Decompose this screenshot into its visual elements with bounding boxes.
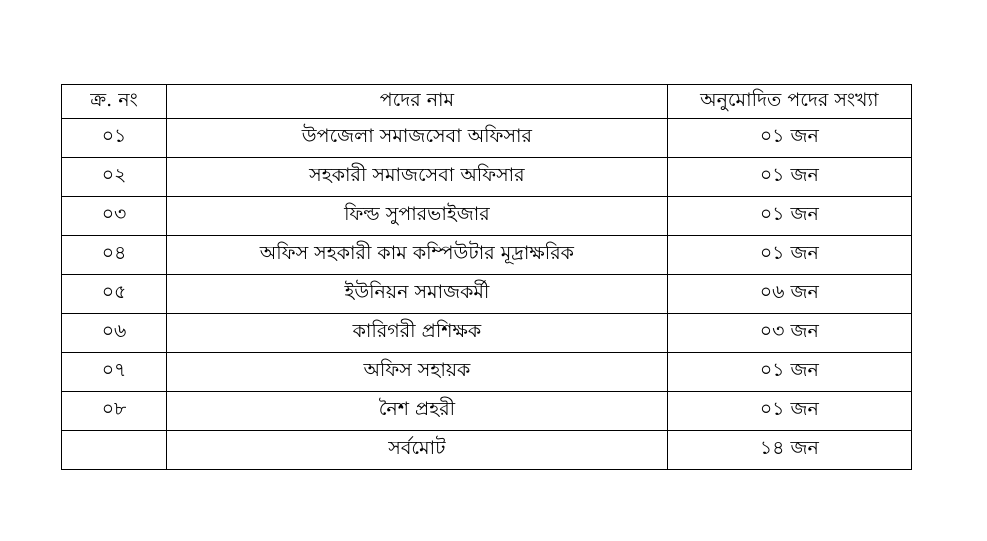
header-serial: ক্র. নং [62,85,167,119]
header-approved-count: অনুমোদিত পদের সংখ্যা [667,85,911,119]
total-count-cell: ১৪ জন [667,431,911,470]
post-name-cell: নৈশ প্রহরী [167,392,668,431]
count-cell: ০৬ জন [667,275,911,314]
count-cell: ০১ জন [667,392,911,431]
serial-cell: ০৫ [62,275,167,314]
post-name-cell: কারিগরী প্রশিক্ষক [167,314,668,353]
count-cell: ০১ জন [667,353,911,392]
count-cell: ০৩ জন [667,314,911,353]
count-cell: ০১ জন [667,197,911,236]
total-serial-cell [62,431,167,470]
count-cell: ০১ জন [667,236,911,275]
serial-cell: ০২ [62,158,167,197]
serial-cell: ০৪ [62,236,167,275]
table-row [62,119,912,158]
serial-cell: ০১ [62,119,167,158]
post-name-cell: ফিল্ড সুপারভাইজার [167,197,668,236]
total-label-cell: সর্বমোট [167,431,668,470]
post-name-cell: ইউনিয়ন সমাজকর্মী [167,275,668,314]
table-row [62,158,912,197]
table-row [62,392,912,431]
serial-cell: ০৭ [62,353,167,392]
total-row [62,431,912,470]
table-row [62,314,912,353]
count-cell: ০১ জন [667,119,911,158]
serial-cell: ০৬ [62,314,167,353]
post-name-cell: অফিস সহায়ক [167,353,668,392]
table-row [62,197,912,236]
header-post-name: পদের নাম [167,85,668,119]
posts-table [61,84,912,470]
table-header-row [62,85,912,119]
post-name-cell: অফিস সহকারী কাম কম্পিউটার মূদ্রাক্ষরিক [167,236,668,275]
post-name-cell: সহকারী সমাজসেবা অফিসার [167,158,668,197]
post-name-cell: উপজেলা সমাজসেবা অফিসার [167,119,668,158]
table-row [62,275,912,314]
count-cell: ০১ জন [667,158,911,197]
table-row [62,353,912,392]
table-row [62,236,912,275]
serial-cell: ০৩ [62,197,167,236]
serial-cell: ০৮ [62,392,167,431]
